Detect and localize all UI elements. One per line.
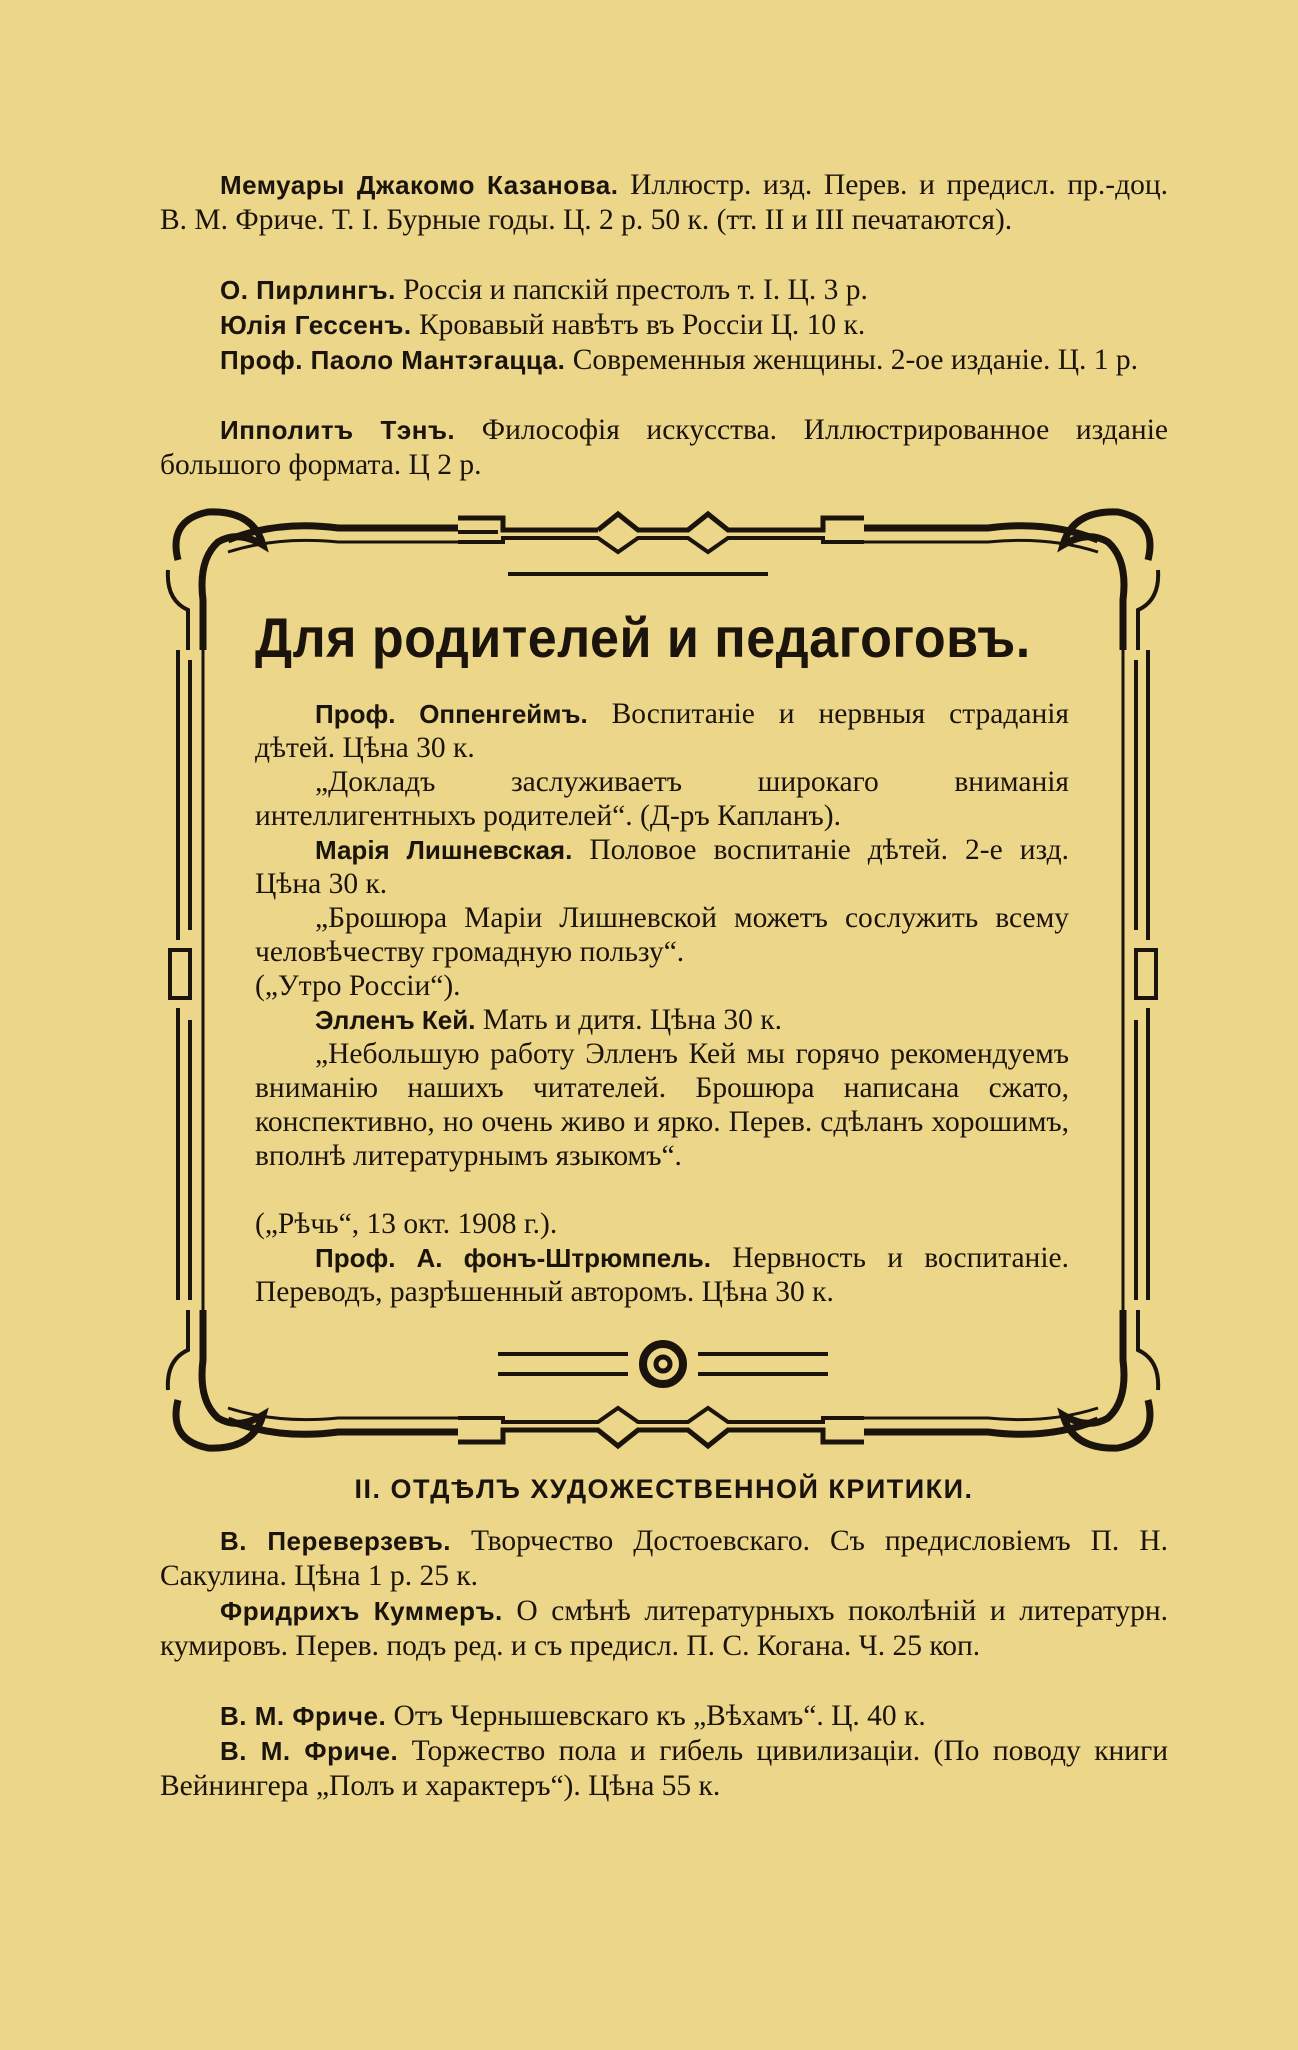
review-quote: „Докладъ заслуживаетъ широкаго вниманія интеллигентныхъ родителей“. xyxy=(255,766,1069,832)
entry-author: В. Переверзевъ. xyxy=(220,1526,452,1556)
entry-text: Отъ Чернышевскаго къ „Вѣхамъ“. Ц. 40 к. xyxy=(386,1700,926,1732)
entry-author: Проф. Паоло Мантэгацца. xyxy=(220,345,566,375)
box-review-kaplan xyxy=(255,765,1069,833)
entry-text: Торжество пола и гибель цивилизаціи. (По поводу книги Вейнингера „Полъ и характеръ“). Цѣна 55 к. xyxy=(160,1735,1168,1802)
entry-pirling xyxy=(160,273,1168,308)
box-review-utro xyxy=(255,901,1069,969)
entry-text: Современныя женщины. 2-ое изданіе. Ц. 1 р. xyxy=(565,344,1139,376)
entry-mantegazza xyxy=(160,343,1168,378)
entry-text: Иллюстр. изд. Перев. и предисл. пр.-доц. В. М. Фриче. Т. I. Бурные годы. Ц. 2 р. 50 к. (тт. II и III печатаются). xyxy=(160,169,1169,236)
review-source: (Д-ръ Капланъ). xyxy=(640,800,841,832)
entry-author: О. Пирлингъ. xyxy=(220,275,396,305)
entry-taine xyxy=(160,413,1168,483)
entry-gessen xyxy=(160,308,1168,343)
entry-author: В. М. Фриче. xyxy=(220,1736,399,1766)
entry-text: О смѣнѣ литературныхъ поколѣній и литературн. кумировъ. Перев. подъ ред. и съ предисл. П. С. Когана. Ч. 25 коп. xyxy=(160,1595,1168,1662)
entry-author: Ипполитъ Тэнъ. xyxy=(220,415,456,445)
box-entry-key xyxy=(255,1003,1069,1037)
entry-friche-2 xyxy=(160,1734,1168,1804)
box-entry-lishnevskaya xyxy=(255,833,1069,901)
entry-pereverzev xyxy=(160,1524,1168,1594)
entry-author: Проф. Оппенгеймъ. xyxy=(315,699,588,729)
entry-author: Марія Лишневская. xyxy=(315,835,573,865)
entry-author: Проф. А. фонъ-Штрюмпель. xyxy=(315,1243,711,1273)
entry-author: Юлія Гессенъ. xyxy=(220,310,412,340)
entry-text: Россія и папскій престолъ т. I. Ц. 3 р. xyxy=(395,274,868,306)
entry-friche-1 xyxy=(160,1699,1168,1734)
entry-text: Воспитаніе и нервныя страданія дѣтей. Цѣна 30 к. xyxy=(255,698,1069,764)
entry-text: Половое воспитаніе дѣтей. 2-е изд. Цѣна 30 к. xyxy=(255,834,1069,900)
review-quote: „Брошюра Маріи Лишневской можетъ сослужить всему человѣчеству громадную пользу“. xyxy=(255,902,1069,968)
entry-author: Элленъ Кей. xyxy=(315,1005,476,1035)
box-review-rech-source: („Рѣчь“, 13 окт. 1908 г.). xyxy=(255,1208,558,1240)
entry-text: Кровавый навѣтъ въ Россіи Ц. 10 к. xyxy=(411,309,866,341)
entry-text: Нервность и воспитаніе. Переводъ, разрѣшенный авторомъ. Цѣна 30 к. xyxy=(255,1242,1069,1308)
entry-author: Мемуары Джакомо Казанова. xyxy=(220,170,619,200)
box-review-rech xyxy=(255,1037,1069,1173)
entry-author: Фридрихъ Куммеръ. xyxy=(220,1596,503,1626)
entry-kummer xyxy=(160,1594,1168,1664)
entry-text: Философія искусства. Иллюстрированное изданіе большого формата. Ц 2 р. xyxy=(160,414,1168,481)
review-quote: „Небольшую работу Элленъ Кей мы горячо рекомендуемъ вниманію нашихъ читателей. Брошюра написана сжато, конспективно, но очень живо и ярко. Перев. сдѣланъ хорошимъ, вполнѣ литературнымъ языкомъ“. xyxy=(255,1038,1069,1172)
entry-text: Творчество Достоевскаго. Съ предисловіемъ П. Н. Сакулина. Цѣна 1 р. 25 к. xyxy=(160,1525,1168,1592)
box-review-utro-source: („Утро Россіи“). xyxy=(255,970,461,1002)
entry-casanova xyxy=(160,168,1168,238)
entry-author: В. М. Фриче. xyxy=(220,1701,387,1731)
box-entry-oppenheim xyxy=(255,697,1069,765)
box-entry-strumpell xyxy=(255,1241,1069,1309)
section-heading: II. ОТДѢЛЪ ХУДОЖЕСТВЕННОЙ КРИТИКИ. xyxy=(354,1474,974,1504)
entry-text: Мать и дитя. Цѣна 30 к. xyxy=(475,1004,783,1036)
box-title: Для родителей и педагоговъ. xyxy=(255,606,1031,669)
